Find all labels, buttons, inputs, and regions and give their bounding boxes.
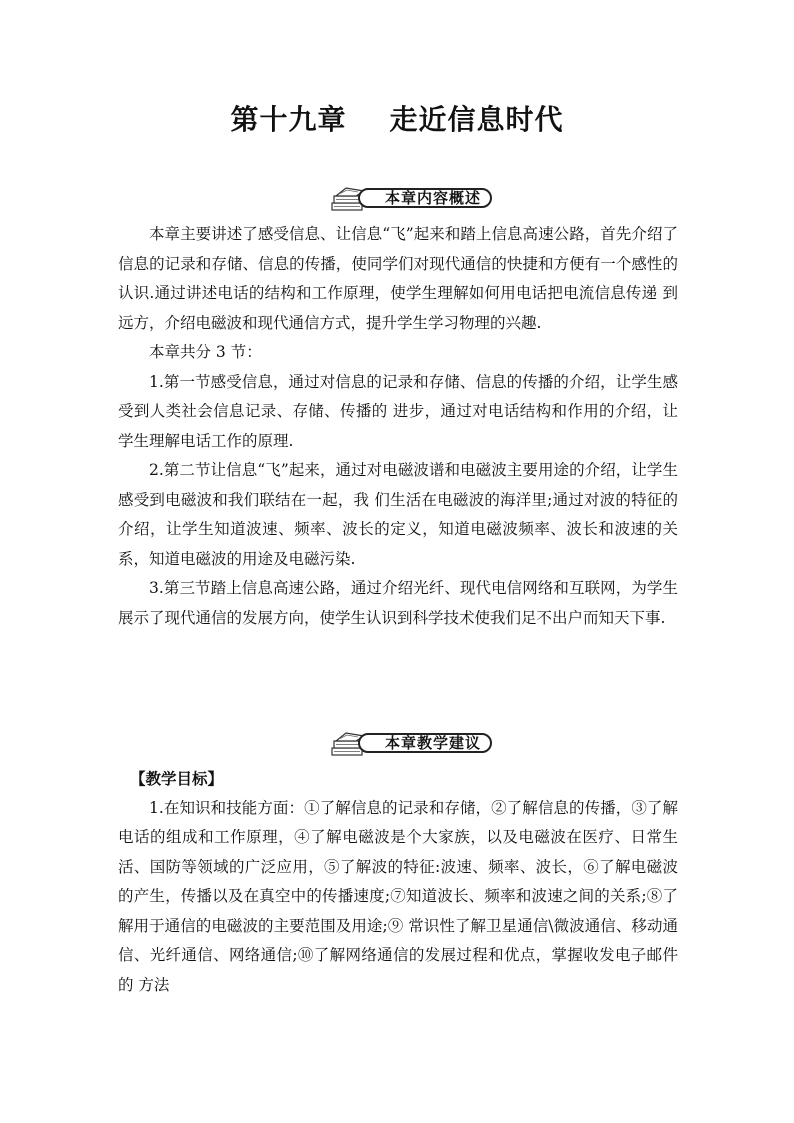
teaching-goals-paragraph: 1.在知识和技能方面：①了解信息的记录和存储，②了解信息的传播，③了解电话的组成和工作原理，④了解电磁波是个大家族，以及电磁波在医疗、日常生活、国防等领域的广泛应用，⑤了解波的特征:波速、频率、波长，⑥了解电磁波的产生，传播以及在真空中的传播速度;⑦知道波长、频率和波速之间的关系;⑧了解用于通信的电磁波的主要范围及用途;⑨ 常识性了解卫星通信\微波通信、移动通信、光纤通信、网络通信;⑩了解网络通信的发展过程和优点，掌握收发电子邮件的 方法 [118,798,678,994]
overview-paragraph-section-1: 1.第一节感受信息，通过对信息的记录和存储、信息的传播的介绍，让学生感受到人类社会信息记录、存储、传播的 进步，通过对电话结构和作用的介绍，让学生理解电话工作的原理. [118,372,678,450]
section-badge-teaching [330,730,494,758]
section-overview-body [118,220,678,633]
teaching-goals-heading: 【教学目标】 [130,769,224,788]
overview-paragraph-section-3: 3.第三节踏上信息高速公路，通过介绍光纤、现代电信网络和互联网，为学生展示了现代通信的发展方向，使学生认识到科学技术使我们足不出户而知天下事. [118,579,678,627]
badge-label: 本章教学建议 [384,734,481,752]
section-badge-overview [330,185,494,213]
chapter-title: 第十九章 走近信息时代 [230,103,564,136]
badge-label: 本章内容概述 [384,189,481,207]
section-teaching-body [118,764,678,1000]
overview-paragraph-count: 本章共分 3 节： [149,343,262,361]
overview-paragraph-section-2: 2.第二节让信息“飞”起来，通过对电磁波谱和电磁波主要用途的介绍，让学生感受到电磁波和我们联结在一起，我 们生活在电磁波的海洋里;通过对波的特征的介绍，让学生知道波速、频率、波长的定义，知道电磁波频率、波长和波速的关 系，知道电磁波的用途及电磁污染. [118,461,678,568]
overview-paragraph-intro: 本章主要讲述了感受信息、让信息“飞”起来和踏上信息高速公路，首先介绍了信息的记录和存储、信息的传播，使同学们对现代通信的快捷和方便有一个感性的认识.通过讲述电话的结构和工作原理，使学生理解如何用电话把电流信息传递 到远方，介绍电磁波和现代通信方式，提升学生学习物理的兴趣. [118,225,678,332]
